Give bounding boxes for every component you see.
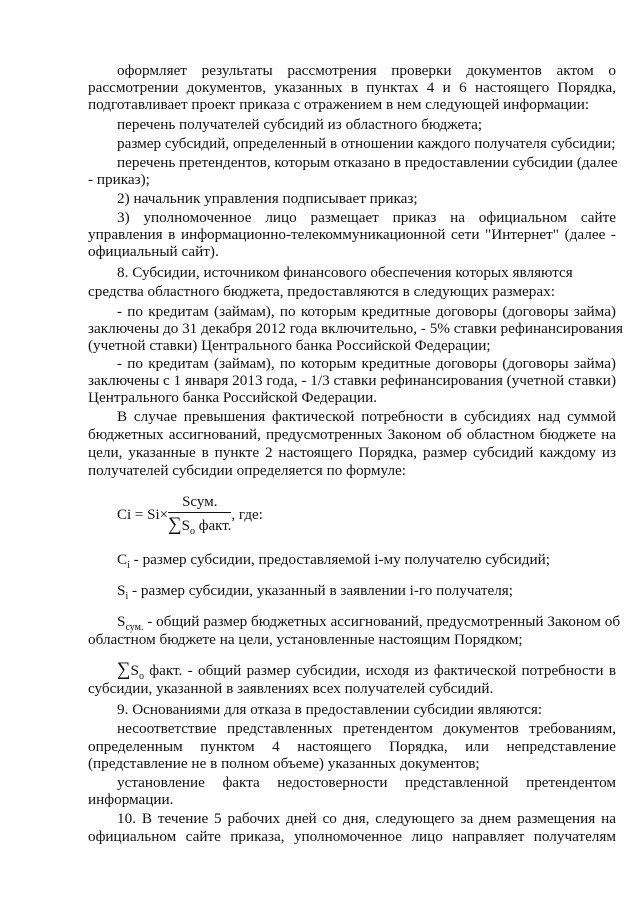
ssum-subscript: сум.: [125, 622, 144, 634]
text-line: несоответствие представленных претендентом документов требованиям,: [117, 720, 616, 737]
ci-symbol: C: [117, 551, 128, 568]
text-line: информации.: [88, 791, 174, 808]
text-line: размер субсидий, определенный в отношении каждого получателя субсидии;: [117, 135, 616, 152]
subsidy-formula: [117, 494, 263, 537]
text-line: субсидии, указанной в заявлениях всех получателей субсидий.: [88, 680, 494, 697]
formula-fraction: [168, 494, 231, 537]
text-line: установление факта недостоверности представленной претендентом: [117, 774, 616, 791]
formula-denominator: [168, 513, 231, 537]
text-line: управления в информационно-телекоммуникационной сети "Интернет" (далее -: [88, 226, 616, 243]
si-description: - размер субсидии, указанный в заявлении i-го получателя;: [128, 582, 513, 599]
sf-label: факт.: [144, 662, 183, 679]
ci-subscript: i: [127, 560, 130, 572]
text-line: 9. Основаниями для отказа в предоставлении субсидии являются:: [117, 701, 543, 718]
denominator-subscript: o: [190, 526, 196, 537]
formula-tail: , где:: [231, 506, 263, 523]
sigma-symbol: ∑: [168, 514, 182, 535]
sf-symbol: S: [130, 662, 139, 679]
text-line: областном бюджете на цели, установленные настоящим Порядком;: [88, 631, 523, 648]
text-line: 3) уполномоченное лицо размещает приказ на официальном сайте: [117, 209, 616, 226]
sigma-symbol: ∑: [117, 659, 131, 680]
text-line: оформляет результаты рассмотрения проверки документов актом о: [117, 62, 616, 79]
formula-numerator: Sсум.: [168, 494, 231, 513]
text-line: (учетной ставки) Центрального банка Российской Федерации;: [88, 337, 491, 354]
text-line: заключены до 31 декабря 2012 года включительно, - 5% ставки рефинансирования: [88, 320, 624, 337]
ssum-symbol: S: [117, 613, 126, 630]
text-line: - по кредитам (займам), по которым кредитные договоры (договоры займа): [117, 303, 616, 320]
text-line: (представление не в полном объеме) указанных документов;: [88, 755, 480, 772]
text-line: подготавливает проект приказа с отражением в нем следующей информации:: [88, 96, 590, 113]
text-line: - приказ);: [88, 171, 150, 188]
text-line: получателей субсидии определяется по формуле:: [88, 462, 406, 479]
text-line: определенным пунктом 4 настоящего Порядка, или непредставление: [88, 738, 616, 755]
denominator-label: факт.: [195, 518, 232, 534]
si-subscript: i: [125, 591, 129, 603]
text-line: Центрального банка Российской Федерации.: [88, 389, 378, 406]
text-line: В случае превышения фактической потребности в субсидиях над суммой: [117, 408, 616, 425]
text-line: - по кредитам (займам), по которым кредитные договоры (договоры займа): [117, 355, 616, 372]
sf-subscript: o: [139, 671, 144, 683]
multiply-sign: ×: [159, 506, 169, 523]
text-line: заключены с 1 января 2013 года, - 1/3 ставки рефинансирования (учетной ставки): [88, 372, 616, 389]
si-symbol: S: [117, 582, 126, 599]
text-line: цели, указанные в пункте 2 настоящего Порядка, размер субсидий каждому из: [88, 444, 616, 461]
text-line: 2) начальник управления подписывает приказ;: [117, 190, 418, 207]
text-line: официальном сайте приказа, уполномоченное лицо направляет получателям: [88, 828, 616, 845]
text-line: перечень претендентов, которым отказано в предоставлении субсидии (далее: [117, 154, 618, 171]
formula-lhs: Ci = Si: [117, 506, 160, 523]
text-line: 10. В течение 5 рабочих дней со дня, следующего за днем размещения на: [117, 810, 616, 827]
ssum-description: - общий размер бюджетных ассигнований, предусмотренный Законом об: [143, 613, 621, 630]
definition-si: [117, 582, 616, 605]
text-line: перечень получателей субсидий из областного бюджета;: [117, 116, 483, 133]
denominator-s: S: [181, 518, 191, 534]
text-line: рассмотрении документов, указанных в пунктах 4 и 6 настоящего Порядка,: [88, 79, 616, 96]
text-line: бюджетных ассигнований, предусмотренных Законом об областном бюджете на: [88, 426, 616, 443]
text-line: 8. Субсидии, источником финансового обеспечения которых являются: [117, 264, 573, 281]
text-line: средства областного бюджета, предоставляются в следующих размерах:: [88, 283, 555, 300]
sf-description: - общий размер субсидии, исходя из фактической потребности в: [182, 662, 616, 679]
ci-description: - размер субсидии, предоставляемой i-му получателю субсидий;: [129, 551, 551, 568]
definition-ci: [117, 551, 616, 574]
text-line: официальный сайт).: [88, 243, 219, 260]
